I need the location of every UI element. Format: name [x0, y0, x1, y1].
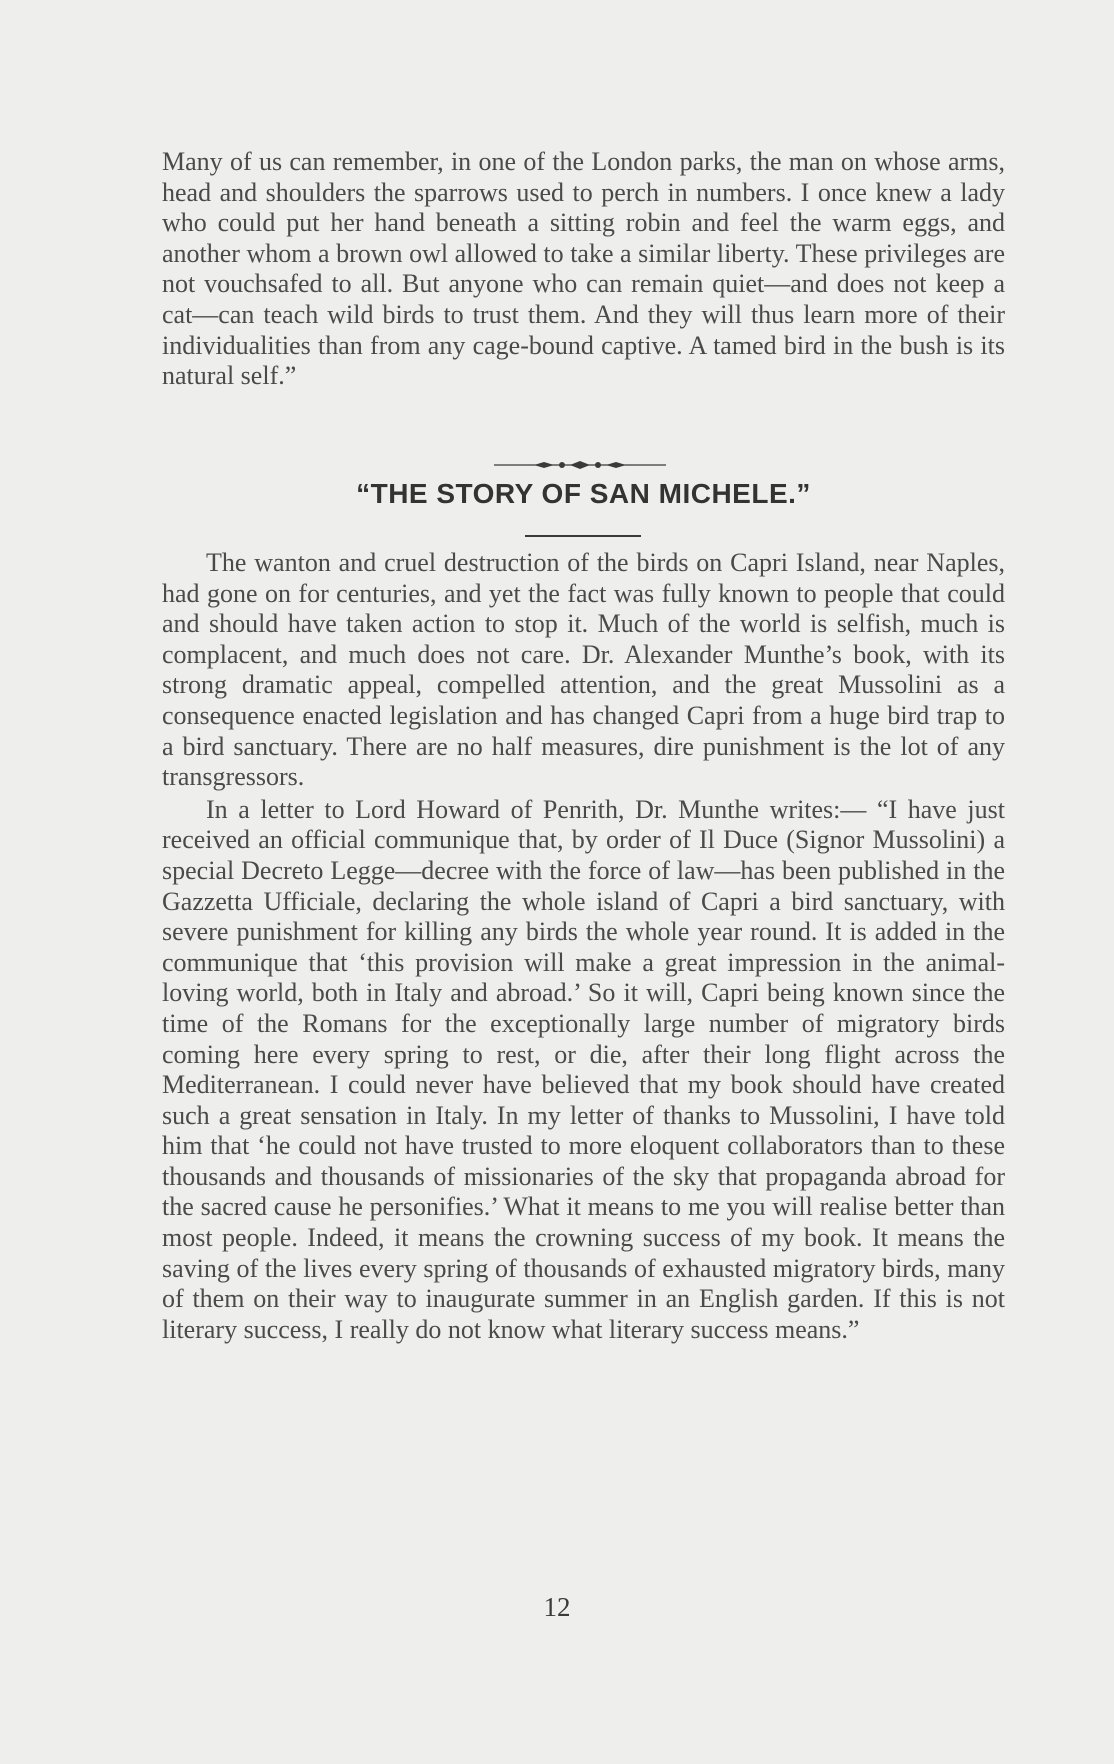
body-text-block: [162, 548, 1005, 1345]
top-paragraph: Many of us can remember, in one of the London parks, the man on whose arms, head and shoulders the sparrows used to perch in numbers. I once knew a lady who could put her hand beneath a sitting robin and feel the warm eggs, and another whom a brown owl allowed to take a similar liberty. These privileges are not vouchsafed to all. But anyone who can remain quiet—and does not keep a cat—can teach wild birds to trust them. And they will thus learn more of their individualities than from any cage-bound captive. A tamed bird in the bush is its natural self.”: [162, 147, 1005, 391]
body-paragraph-1: The wanton and cruel destruction of the birds on Capri Island, near Naples, had gone on for centuries, and yet the fact was fully known to people that could and should have taken action to stop it. Much of the world is selfish, much is complacent, and much does not care. Dr. Alexander Munthe’s book, with its strong dramatic appeal, compelled attention, and the great Mussolini as a consequence enacted legislation and has changed Capri from a huge bird trap to a bird sanctuary. There are no half measures, dire punishment is the lot of any transgressors.: [162, 548, 1005, 792]
heading-underline: [525, 535, 641, 537]
section-heading: “THE STORY OF SAN MICHELE.”: [356, 478, 811, 509]
body-paragraph-2: In a letter to Lord Howard of Penrith, Dr. Munthe writes:— “I have just received an official communique that, by order of Il Duce (Signor Mussolini) a special Decreto Legge—decree with the force of law—has been published in the Gazzetta Ufficiale, declaring the whole island of Capri a bird sanctuary, with severe punishment for killing any birds the whole year round. It is added in the communique that ‘this provision will make a great impression in the animal-loving world, both in Italy and abroad.’ So it will, Capri being known since the time of the Romans for the exceptionally large number of migratory birds coming here every spring to rest, or die, after their long flight across the Mediterranean. I could never have believed that my book should have created such a great sensation in Italy. In my letter of thanks to Mussolini, I have told him that ‘he could not have trusted to more eloquent collaborators than to these thousands and thousands of missionaries of the sky that propaganda abroad for the sacred cause he personifies.’ What it means to me you will realise better than most people. Indeed, it means the crowning success of my book. It means the saving of the lives every spring of thousands of exhausted migratory birds, many of them on their way to inaugurate summer in an English garden. If this is not literary success, I really do not know what literary success means.”: [162, 794, 1005, 1344]
page-number: 12: [543, 1592, 571, 1622]
ornamental-rule-icon: [494, 458, 666, 472]
top-paragraph-block: [162, 147, 1005, 392]
